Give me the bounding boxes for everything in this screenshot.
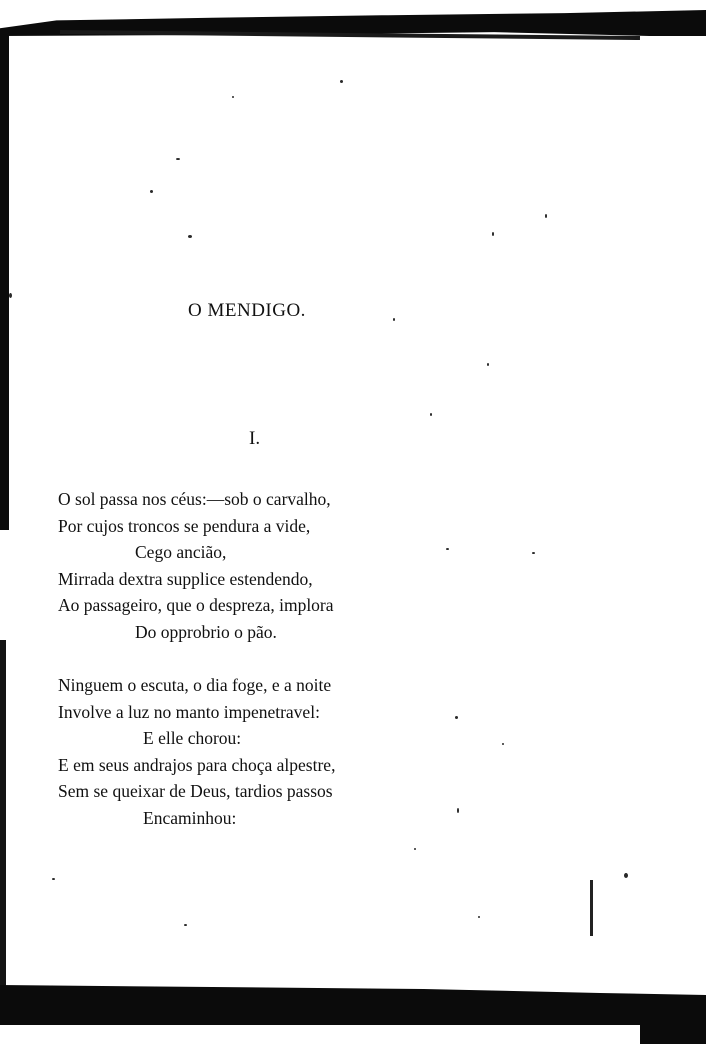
scan-speck: [487, 363, 489, 366]
scan-speck: [232, 96, 234, 98]
scan-edge-bottom: [0, 985, 706, 1025]
scan-speck: [393, 318, 395, 321]
verse-line: Mirrada dextra supplice estendendo,: [58, 568, 313, 589]
scan-speck: [340, 80, 343, 83]
verse-line: Involve a luz no manto impenetravel:: [58, 701, 320, 722]
scan-margin-mark: [590, 880, 593, 936]
verse-line-indented: Cego ancião,: [135, 542, 227, 562]
scan-speck: [545, 214, 547, 218]
verse-line-indented: Encaminhou:: [143, 807, 237, 828]
scan-edge-left: [0, 30, 9, 530]
scan-speck: [532, 552, 535, 554]
poem-title: O MENDIGO.: [188, 300, 306, 321]
scan-speck: [52, 878, 55, 880]
scan-speck: [430, 413, 432, 416]
scan-edge-left-lower: [0, 640, 6, 1000]
verse-line: Ao passageiro, que o despreza, implora: [58, 595, 334, 615]
verse-line-indented: Do opprobrio o pão.: [135, 621, 277, 642]
stanza-1: [58, 486, 518, 645]
scan-speck: [150, 190, 153, 193]
stanza-2: [58, 672, 518, 831]
scan-speck: [9, 293, 12, 298]
scan-speck: [184, 924, 187, 926]
scan-edge-bottom-right: [640, 1000, 706, 1044]
verse-line: Ninguem o escuta, o dia foge, e a noite: [58, 675, 332, 695]
section-number: I.: [249, 428, 261, 449]
verse-line: Sem se queixar de Deus, tardios passos: [58, 781, 333, 801]
scan-speck: [478, 916, 480, 918]
scan-speck: [188, 235, 192, 238]
verse-line-indented: E elle chorou:: [143, 728, 242, 748]
scan-speck: [414, 848, 416, 850]
scan-speck: [176, 158, 180, 160]
scan-speck: [492, 232, 494, 236]
verse-line: Por cujos troncos se pendura a vide,: [58, 515, 311, 536]
verse-line: E em seus andrajos para choça alpestre,: [58, 754, 336, 775]
scan-speck: [624, 873, 628, 878]
verse-line: O sol passa nos céus:—sob o carvalho,: [58, 489, 331, 509]
